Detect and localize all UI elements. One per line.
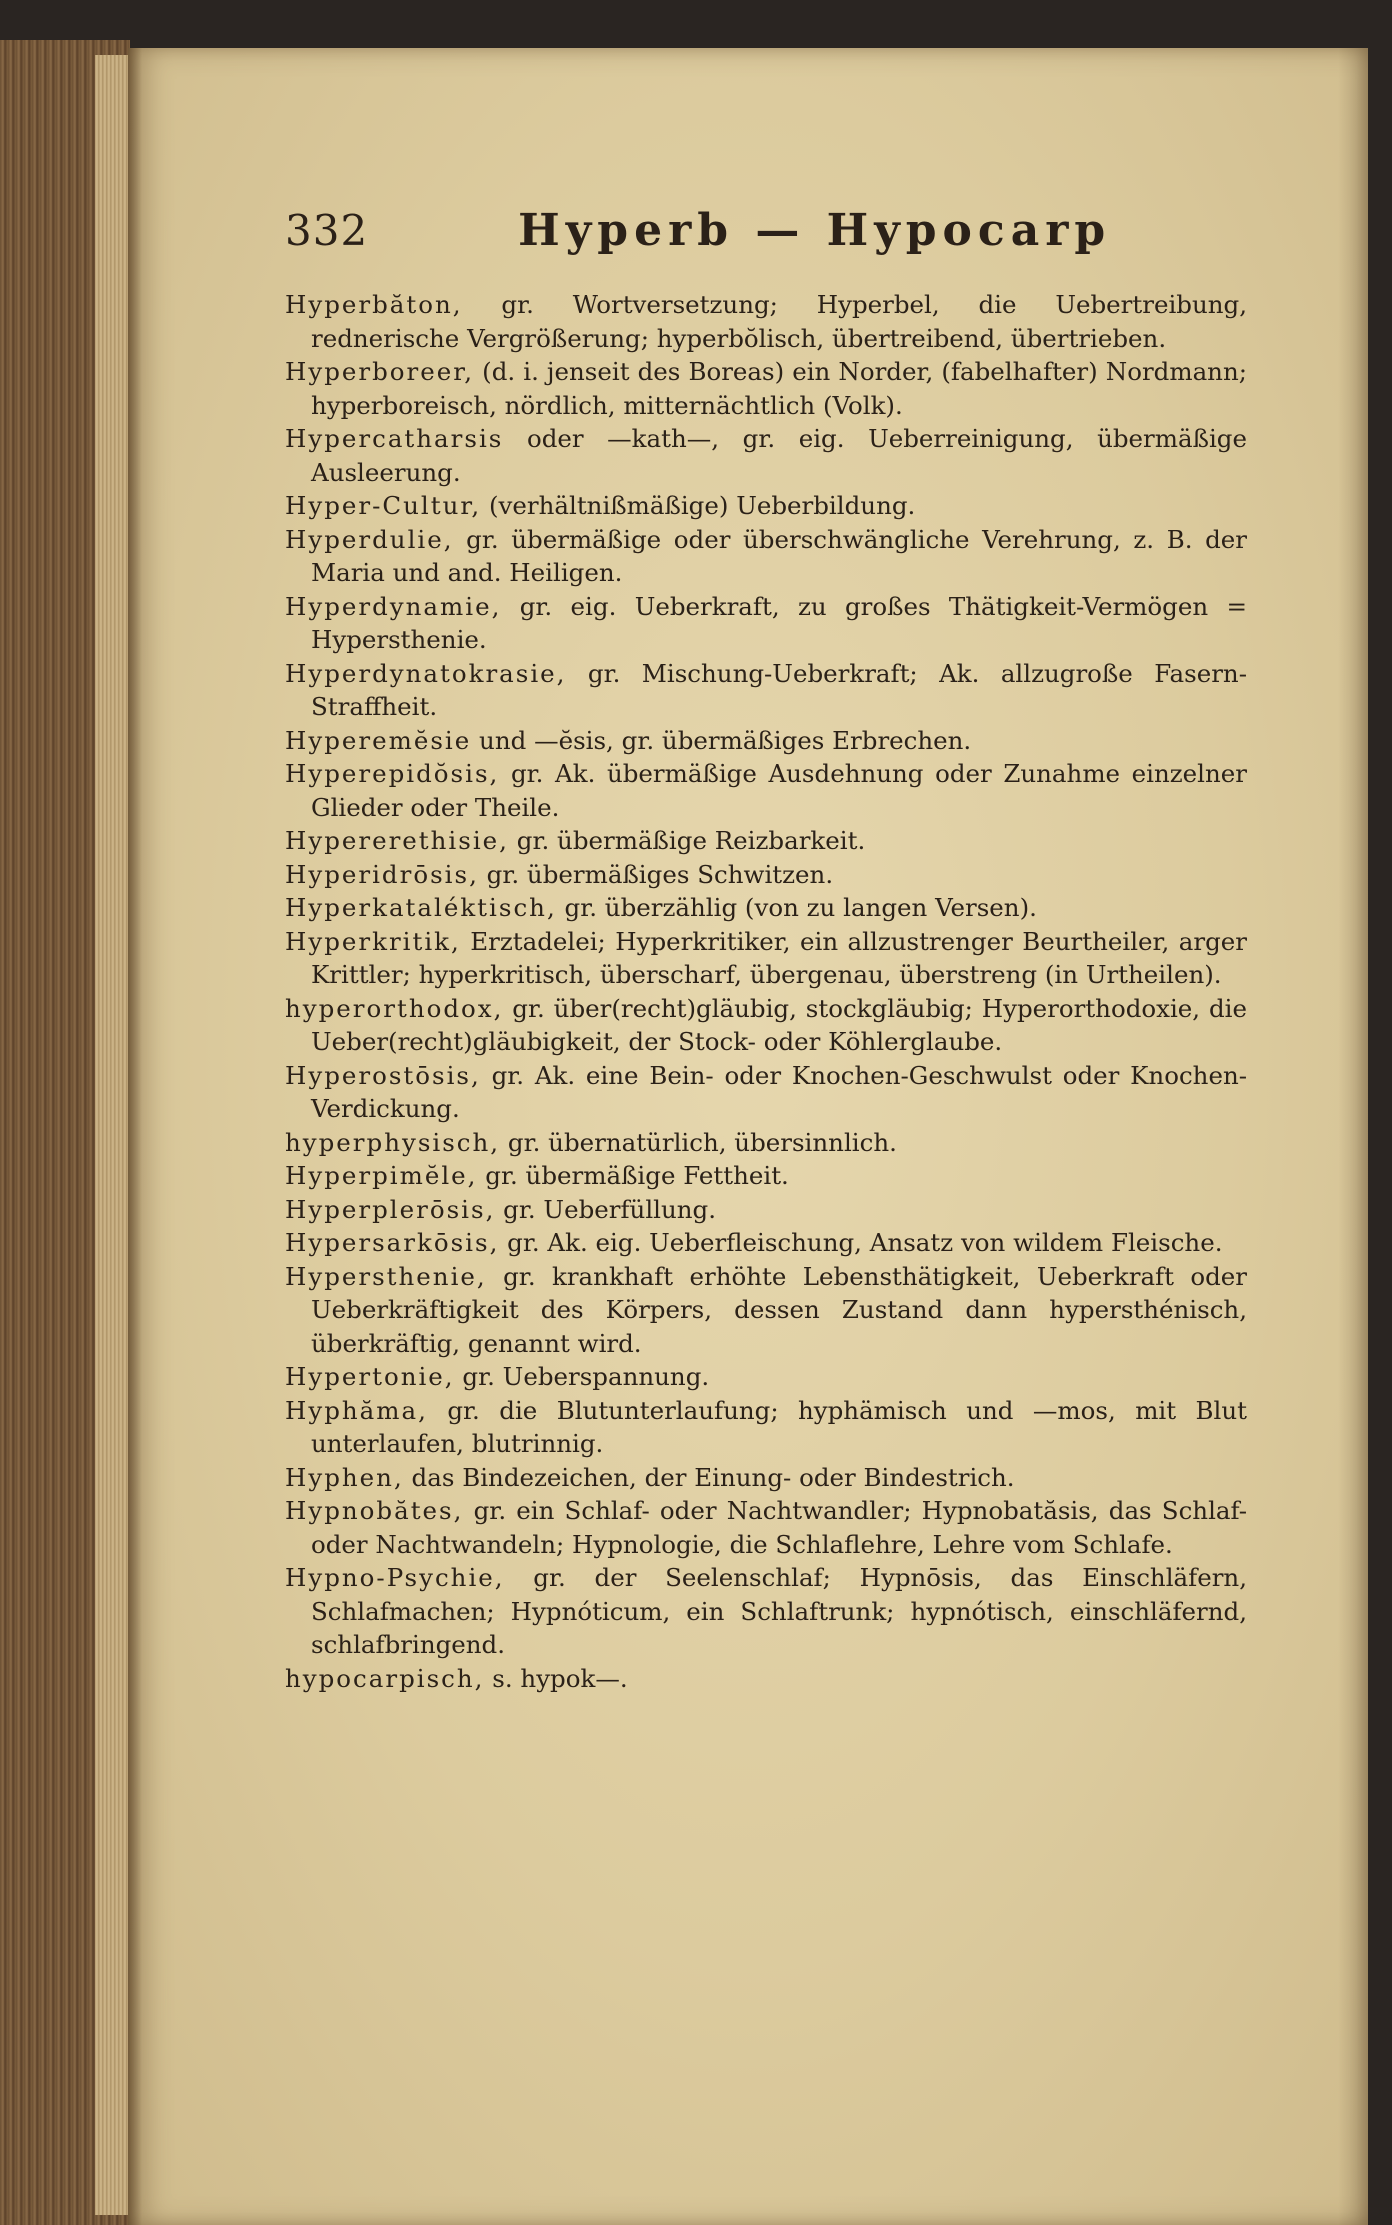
entry-headword: Hyperidrōsis,	[285, 859, 479, 889]
entry-headword: Hypnobătes,	[285, 1496, 464, 1525]
entry-headword: Hyper-Cultur,	[285, 491, 482, 520]
entry	[285, 1059, 1247, 1126]
entry-text: gr. Wortversetzung; Hyperbel, die Uebertreibung, rednerische Vergrößerung; hyperbŏlisch, übertreibend, übertrieben.	[311, 290, 1247, 353]
entry-headword: Hyperdynamie,	[285, 591, 502, 621]
entry-headword: Hyperostōsis,	[285, 1060, 481, 1090]
entry	[285, 1461, 1247, 1495]
entry-text: das Bindezeichen, der Einung- oder Bindestrich.	[411, 1462, 1015, 1492]
entry-text: gr. Mischung-Ueberkraft; Ak. allzugroße Fasern-Straffheit.	[311, 658, 1247, 721]
dictionary-entries	[285, 288, 1247, 1695]
entry-text: gr. übermäßiges Schwitzen.	[486, 859, 834, 889]
entry-headword: Hyperdulie,	[285, 524, 454, 554]
entry-headword: hyperorthodox,	[285, 993, 504, 1023]
entry	[285, 590, 1247, 657]
entry-headword: Hypersthenie,	[285, 1261, 487, 1291]
entry-text: gr. über(recht)gläubig, stockgläubig; Hyperorthodoxie, die Ueber(recht)gläubigkeit, der Stock- oder Köhlerglaube.	[311, 993, 1247, 1056]
entry-text: gr. die Blutunterlaufung; hyphämisch und —mos, mit Blut unterlaufen, blutrinnig.	[311, 1395, 1247, 1458]
entry	[285, 1494, 1247, 1561]
entry-headword: Hyphen,	[285, 1462, 404, 1492]
entry-headword: hypocarpisch,	[285, 1663, 485, 1693]
entry-headword: Hypererethisie,	[285, 826, 509, 855]
entry	[285, 1561, 1247, 1662]
entry-headword: Hyperpimĕle,	[285, 1161, 478, 1190]
entry-text: gr. übermäßige Fettheit.	[485, 1161, 789, 1190]
entry	[285, 1193, 1247, 1227]
page-header	[285, 205, 1285, 265]
entry	[285, 1126, 1247, 1160]
entry-text: gr. Ueberspannung.	[462, 1362, 710, 1391]
entry-text: gr. Ak. übermäßige Ausdehnung oder Zunahme einzelner Glieder oder Theile.	[311, 759, 1247, 822]
entry-text: oder —kath—, gr. eig. Ueberreinigung, übermäßige Ausleerung.	[311, 424, 1247, 487]
entry	[285, 858, 1247, 892]
entry	[285, 1360, 1247, 1394]
page-gutter-shadow	[128, 48, 142, 2225]
entry-text: Erztadelei; Hyperkritiker, ein allzustrenger Beurtheiler, arger Krittler; hyperkritisch, überscharf, übergenau, überstreng (in Urtheilen).	[311, 926, 1247, 989]
entry-headword: Hyperemĕsie	[285, 725, 472, 755]
entry	[285, 355, 1247, 422]
entry	[285, 288, 1247, 355]
entry-headword: Hyperepidŏsis,	[285, 759, 500, 788]
entry-text: s. hypok—.	[492, 1663, 628, 1693]
entry-text: gr. Ak. eig. Ueberfleischung, Ansatz von wildem Fleische.	[507, 1228, 1223, 1257]
entry	[285, 1662, 1247, 1696]
entry-text: gr. Ueberfüllung.	[503, 1194, 717, 1224]
entry	[285, 724, 1247, 758]
entry	[285, 523, 1247, 590]
entry-headword: Hyphăma,	[285, 1395, 428, 1425]
entry	[285, 422, 1247, 489]
entry-headword: Hypertonie,	[285, 1362, 455, 1391]
entry-text: gr. übermäßige oder überschwängliche Verehrung, z. B. der Maria und and. Heiligen.	[311, 524, 1247, 587]
entry	[285, 1260, 1247, 1361]
entry	[285, 1226, 1247, 1260]
entry-headword: Hypercatharsis	[285, 424, 504, 453]
page-number: 332	[285, 206, 369, 255]
background-top	[0, 0, 1392, 48]
entry-headword: Hyperkritik,	[285, 926, 461, 956]
entry-text: gr. der Seelenschlaf; Hypnōsis, das Einschläfern, Schlafmachen; Hypnóticum, ein Schlaftrunk; hypnótisch, einschläfernd, schlafbringend.	[311, 1563, 1247, 1659]
entry-headword: Hyperbăton,	[285, 290, 463, 319]
entry	[285, 824, 1247, 858]
entry-text: gr. eig. Ueberkraft, zu großes Thätigkeit-Vermögen = Hypersthenie.	[311, 591, 1247, 654]
entry	[285, 757, 1247, 824]
entry-text: gr. überzählig (von zu langen Versen).	[564, 893, 1037, 922]
entry-text: gr. übernatürlich, übersinnlich.	[507, 1127, 897, 1157]
entry-headword: hyperphysisch,	[285, 1127, 501, 1157]
entry	[285, 489, 1247, 523]
entry-text: gr. übermäßige Reizbarkeit.	[516, 826, 866, 855]
entry	[285, 657, 1247, 724]
entry	[285, 925, 1247, 992]
entry-text: (d. i. jenseit des Boreas) ein Norder, (fabelhafter) Nordmann; hyperboreisch, nördlich, mitternächtlich (Volk).	[311, 357, 1247, 420]
entry-text: gr. Ak. eine Bein- oder Knochen-Geschwulst oder Knochen-Verdickung.	[311, 1060, 1247, 1123]
entry-text: (verhältnißmäßige) Ueberbildung.	[488, 491, 916, 520]
entry-headword: Hypersarkōsis,	[285, 1228, 500, 1257]
entry-text: und —ĕsis, gr. übermäßiges Erbrechen.	[479, 725, 972, 755]
entry-headword: Hypno-Psychie,	[285, 1563, 505, 1592]
entry-headword: Hyperplerōsis,	[285, 1194, 496, 1224]
running-head: Hyperb — Hypocarp	[518, 205, 1112, 256]
page-shadow	[1338, 48, 1368, 2225]
entry-text: gr. krankhaft erhöhte Lebensthätigkeit, Ueberkraft oder Ueberkräftigkeit des Körpers, dessen Zustand dann hypersthénisch, überkräftig, genannt wird.	[311, 1261, 1248, 1358]
entry	[285, 992, 1247, 1059]
entry-headword: Hyperboreer,	[285, 357, 475, 386]
entry-text: gr. ein Schlaf- oder Nachtwandler; Hypnobatăsis, das Schlaf- oder Nachtwandeln; Hypnologie, die Schlaflehre, Lehre vom Schlafe.	[311, 1496, 1247, 1559]
entry	[285, 1159, 1247, 1193]
entry	[285, 1394, 1247, 1461]
entry	[285, 891, 1247, 925]
entry-headword: Hyperdynatokrasie,	[285, 658, 567, 688]
entry-headword: Hyperkataléktisch,	[285, 893, 557, 922]
